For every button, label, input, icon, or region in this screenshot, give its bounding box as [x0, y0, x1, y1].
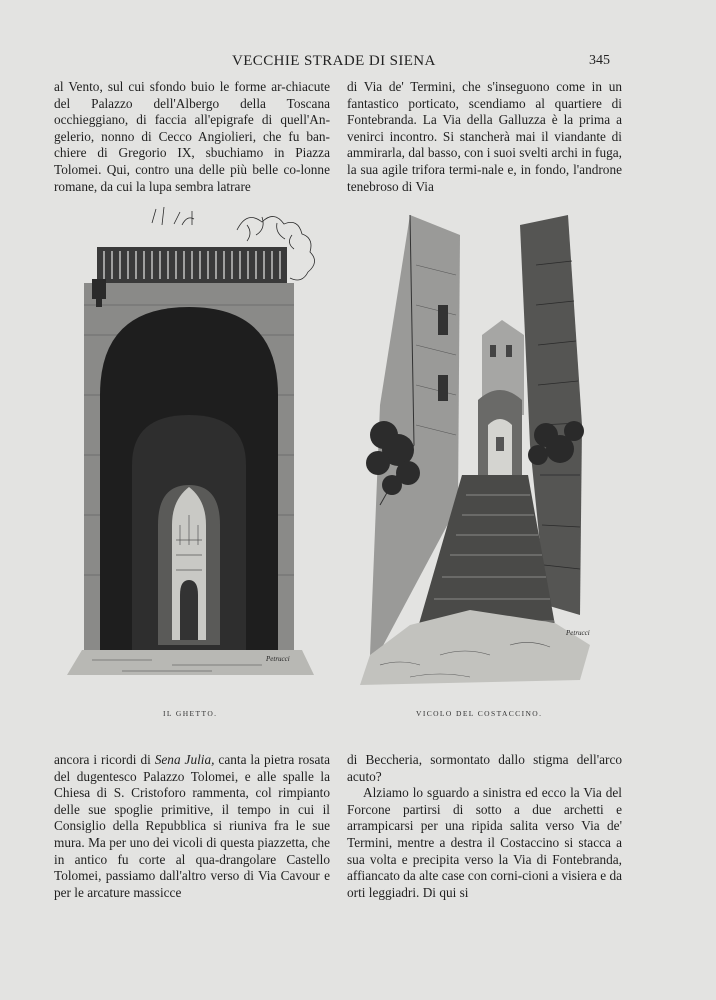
paragraph: di Beccheria, sormontato dallo stigma dell'arco acuto?	[347, 752, 622, 784]
italic-term: Sena Julia,	[154, 752, 215, 767]
illustration-signature: Petrucci	[566, 629, 590, 637]
running-title: VECCHIE STRADE DI SIENA	[232, 53, 436, 69]
illustration-signature: Petrucci	[266, 655, 290, 663]
figure-caption-right: VICOLO DEL COSTACCINO.	[416, 709, 543, 718]
text-column-top-right	[347, 79, 622, 195]
paragraph: al Vento, sul cui sfondo buio le forme ar-chiacute del Palazzo dell'Albergo della Toscana occhieggiano, di faccia all'epigrafe di quell'An-gelerio, nonno di Cecco Angiolieri, che fu ban-chiere di Gregorio IX, sbuchiamo in Piazza Tolomei. Qui, contro una delle più belle co-lonne romane, da cui la lupa sembra latrare	[54, 79, 330, 194]
figure-caption-left: IL GHETTO.	[163, 709, 218, 718]
text-run: ancora i ricordi di	[54, 752, 155, 767]
paragraph: di Via de' Termini, che s'inseguono come in un fantastico porticato, scendiamo al quartiere di Fontebranda. La Via della Galluzza è la prima a venirci incontro. Si stancherà mai il viandante di ammirarla, dal basso, con i suoi svelti archi in fuga, la sua agile trifora termi-nale e, in fondo, l'androne tenebroso di Via	[347, 79, 622, 194]
illustration-costaccino	[350, 205, 605, 705]
illustration-ghetto	[62, 195, 324, 705]
text-column-bottom-left	[54, 752, 330, 901]
paragraph	[54, 752, 330, 901]
text-column-top-left	[54, 79, 330, 195]
text-run: canta la pietra rosata del dugentesco Palazzo Tolomei, e alle spalle la Chiesa di S. Cristoforo rammenta, col rimpianto delle sue spoglie primitive, il tempo in cui il Consiglio della Repubblica si riuniva fra le sue mura. Ma per uno dei vicoli di questa piazzetta, che in antico fu corte al qua-drangolare Castello Tolomei, passiamo dall'altro verso di Via Cavour e per le arcature massicce	[54, 752, 330, 900]
page-number: 345	[589, 53, 610, 68]
paragraph: Alziamo lo sguardo a sinistra ed ecco la Via del Forcone partirsi di sotto a due archetti e arrampicarsi per una ripida salita verso Via de' Termini, mentre a destra il Costaccino si stacca a sua volta e precipita verso la Via di Fontebranda, affiancato da alte case con corni-cioni a visiera e da orti leggiadri. Di qui si	[347, 785, 622, 900]
text-column-bottom-right	[347, 752, 622, 901]
